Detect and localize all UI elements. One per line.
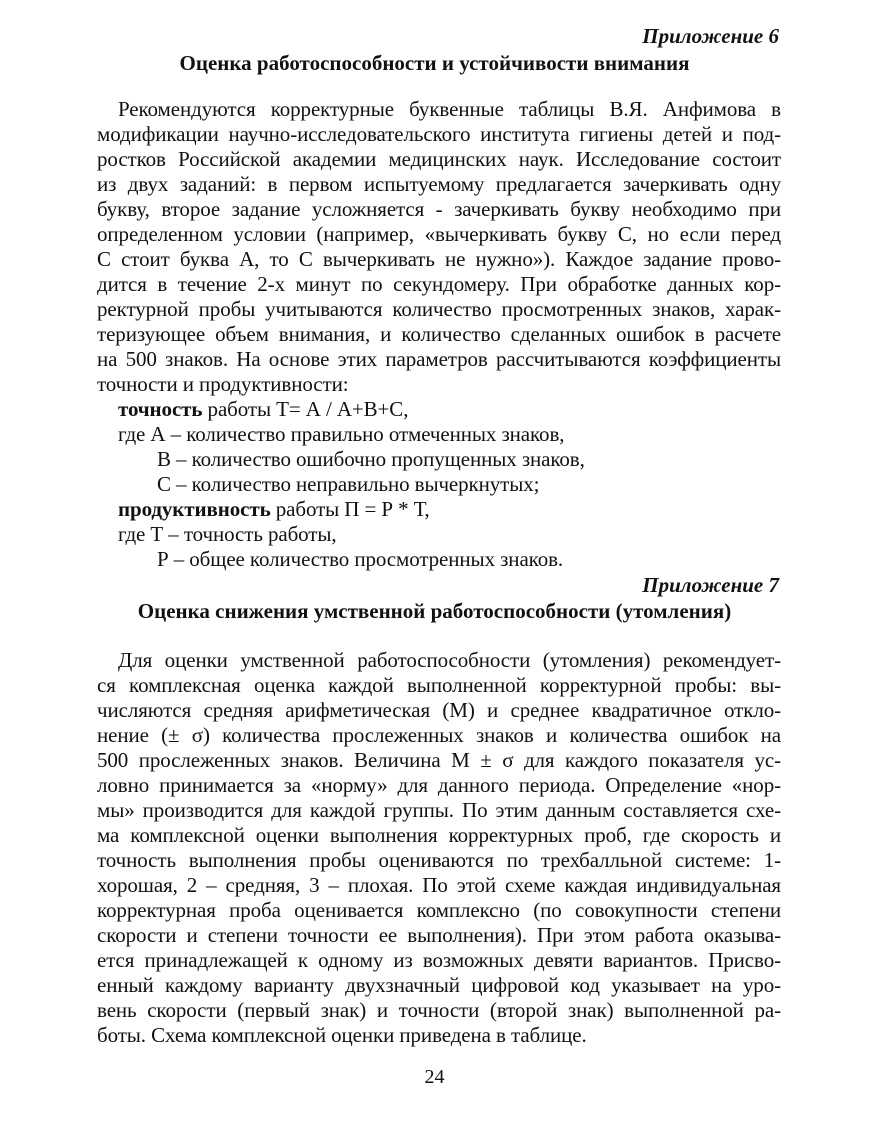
- paragraph-line: ма комплексной оценки выполнения корректурных проб, где скорость и: [97, 823, 781, 847]
- appendix-6-title: Оценка работоспособности и устойчивости внимания: [179, 51, 690, 75]
- paragraph-line: модификации научно-исследовательского института гигиены детей и под-: [97, 122, 781, 146]
- paragraph-line: точности и продуктивности:: [97, 372, 349, 396]
- paragraph-line: нение (± σ) количества прослеженных знаков и количества ошибок на: [97, 723, 781, 747]
- paragraph-line: 500 прослеженных знаков. Величина М ± σ для каждого показателя ус-: [97, 748, 781, 772]
- productivity-def-p: Р – общее количество просмотренных знаков.: [157, 547, 564, 571]
- paragraph-line: букву, второе задание усложняется - зачеркивать букву необходимо при: [97, 197, 781, 221]
- paragraph-line: ся комплексная оценка каждой выполненной корректурной пробы: вы-: [97, 673, 781, 697]
- paragraph-line: теризующее объем внимания, и количество сделанных ошибок в расчете: [97, 322, 781, 346]
- paragraph-line: Для оценки умственной работоспособности (утомления) рекомендует-: [118, 648, 781, 672]
- appendix-7-label: Приложение 7: [642, 573, 779, 597]
- productivity-term: продуктивность: [118, 497, 271, 521]
- paragraph-line: точность выполнения пробы оцениваются по трехбалльной системе: 1-: [97, 848, 781, 872]
- paragraph-line: мы» производится для каждой группы. По этим данным составляется схе-: [97, 798, 781, 822]
- paragraph-line: ловно принимается за «норму» для данного периода. Определение «нор-: [97, 773, 781, 797]
- productivity-formula-text: работы П = Р * Т,: [270, 497, 430, 521]
- paragraph-line: определенном условии (например, «вычеркивать букву С, но если перед: [97, 222, 781, 246]
- appendix-6-label: Приложение 6: [642, 24, 779, 48]
- accuracy-formula-text: работы Т= А / А+В+С,: [202, 397, 409, 421]
- paragraph-line: вень скорости (первый знак) и точности (второй знак) выполненной ра-: [97, 998, 781, 1022]
- paragraph-line: дится в течение 2-х минут по секундомеру. При обработке данных кор-: [97, 272, 781, 296]
- paragraph-line: скорости и степени точности ее выполнения). При этом работа оказыва-: [97, 923, 781, 947]
- productivity-formula: [118, 497, 429, 522]
- paragraph-line: на 500 знаков. На основе этих параметров рассчитываются коэффициенты: [97, 347, 781, 371]
- paragraph-line: ется принадлежащей к одному из возможных девяти вариантов. Присво-: [97, 948, 781, 972]
- paragraph-line: Рекомендуются корректурные буквенные таблицы В.Я. Анфимова в: [118, 97, 781, 121]
- accuracy-def-b: В – количество ошибочно пропущенных знаков,: [157, 447, 585, 471]
- paragraph-line: корректурная проба оценивается комплексно (по совокупности степени: [97, 898, 781, 922]
- paragraph-line: ректурной пробы учитываются количество просмотренных знаков, харак-: [97, 297, 781, 321]
- paragraph-line: боты. Схема комплексной оценки приведена в таблице.: [97, 1023, 587, 1047]
- paragraph-line: ростков Российской академии медицинских наук. Исследование состоит: [97, 147, 781, 171]
- appendix-7-title: Оценка снижения умственной работоспособности (утомления): [137, 599, 732, 623]
- accuracy-def-c: С – количество неправильно вычеркнутых;: [157, 472, 540, 496]
- accuracy-formula: [118, 397, 408, 422]
- page-number: 24: [424, 1066, 445, 1088]
- accuracy-term: точность: [118, 397, 203, 421]
- paragraph-line: из двух заданий: в первом испытуемому предлагается зачеркивать одну: [97, 172, 781, 196]
- paragraph-line: С стоит буква А, то С вычеркивать не нужно»). Каждое задание прово-: [97, 247, 781, 271]
- accuracy-def-a: где А – количество правильно отмеченных знаков,: [118, 422, 565, 446]
- productivity-def-t: где Т – точность работы,: [118, 522, 337, 546]
- paragraph-line: енный каждому варианту двухзначный цифровой код указывает на уро-: [97, 973, 781, 997]
- paragraph-line: хорошая, 2 – средняя, 3 – плохая. По этой схеме каждая индивидуальная: [97, 873, 781, 897]
- paragraph-line: числяются средняя арифметическая (М) и среднее квадратичное откло-: [97, 698, 781, 722]
